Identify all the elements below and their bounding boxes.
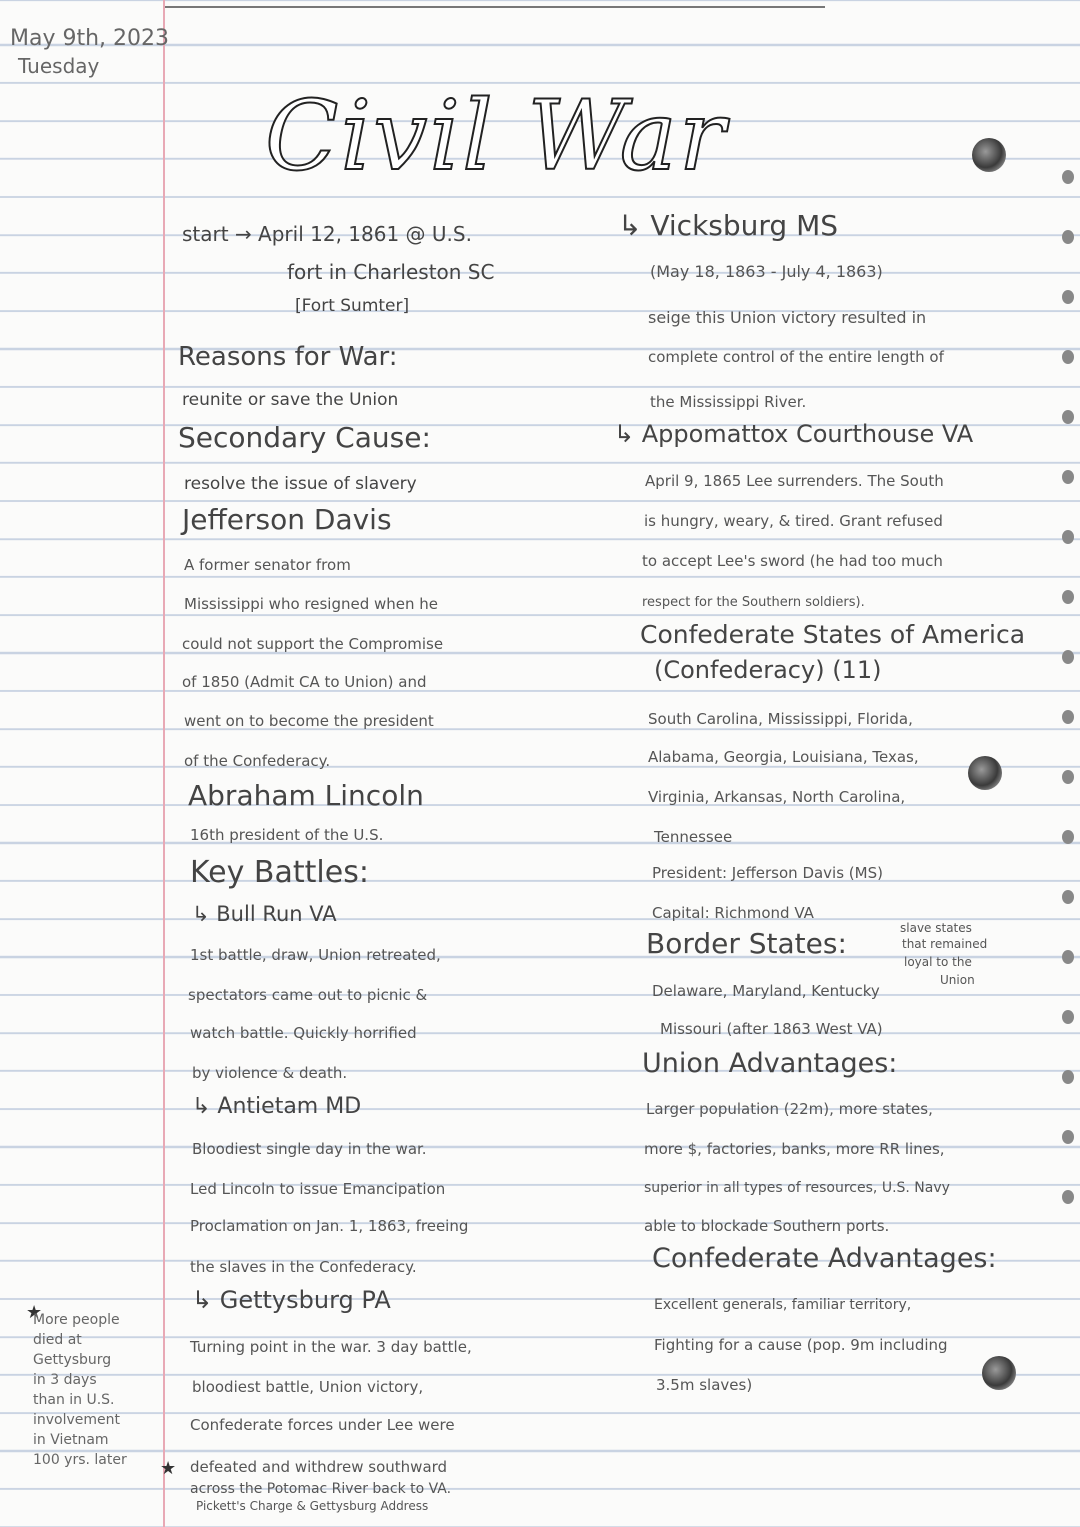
binder-punch — [1062, 290, 1074, 304]
union-line: superior in all types of resources, U.S. Navy — [644, 1180, 950, 1196]
margin-note-line: in Vietnam — [33, 1432, 109, 1448]
border-note-line: Union — [940, 973, 975, 987]
appomattox-line: April 9, 1865 Lee surrenders. The South — [645, 472, 944, 490]
appomattox-line: is hungry, weary, & tired. Grant refused — [644, 512, 943, 530]
davis-heading: Jefferson Davis — [182, 503, 392, 536]
davis-line: of the Confederacy. — [184, 752, 331, 770]
gettysburg-line: Confederate forces under Lee were — [190, 1416, 455, 1434]
border-note-line: slave states — [900, 921, 972, 935]
antietam-heading: ↳ Antietam MD — [192, 1094, 362, 1119]
binder-punch — [1062, 350, 1074, 364]
lincoln-text: 16th president of the U.S. — [190, 826, 384, 844]
border-line: Missouri (after 1863 West VA) — [660, 1020, 883, 1038]
appomattox-heading: ↳ Appomattox Courthouse VA — [614, 420, 974, 448]
lincoln-heading: Abraham Lincoln — [188, 779, 424, 812]
csa-line: South Carolina, Mississippi, Florida, — [648, 710, 913, 728]
gettysburg-line: Turning point in the war. 3 day battle, — [190, 1338, 472, 1356]
border-note-line: loyal to the — [904, 955, 972, 969]
margin-note-line: in 3 days — [33, 1372, 97, 1388]
reasons-text: reunite or save the Union — [182, 390, 399, 410]
csa-line: President: Jefferson Davis (MS) — [652, 864, 883, 882]
start-line-2: fort in Charleston SC — [287, 260, 495, 284]
davis-line: went on to become the president — [184, 712, 434, 730]
margin-note-line: More people — [33, 1312, 120, 1328]
star-icon: ★ — [160, 1458, 177, 1479]
csa-line: Alabama, Georgia, Louisiana, Texas, — [648, 748, 919, 766]
secondary-text: resolve the issue of slavery — [184, 474, 417, 494]
gettysburg-line: defeated and withdrew southward — [190, 1458, 448, 1476]
binder-punch — [1062, 170, 1074, 184]
binder-punch — [1062, 950, 1074, 964]
gettysburg-line: Pickett's Charge & Gettysburg Address — [196, 1499, 429, 1513]
day-of-week: Tuesday — [18, 54, 100, 78]
antietam-line: Led Lincoln to issue Emancipation — [190, 1180, 446, 1198]
union-line: more $, factories, banks, more RR lines, — [644, 1140, 945, 1158]
vicksburg-heading: ↳ Vicksburg MS — [618, 209, 839, 242]
vicksburg-line: the Mississippi River. — [650, 393, 807, 411]
csa-line: Virginia, Arkansas, North Carolina, — [648, 788, 906, 806]
binder-punch — [1062, 1010, 1074, 1024]
binder-punch — [1062, 530, 1074, 544]
binder-punch — [1062, 890, 1074, 904]
davis-line: Mississippi who resigned when he — [184, 595, 439, 613]
page-title: Civil War — [265, 80, 727, 192]
margin-note-line: than in U.S. — [33, 1392, 115, 1408]
binder-punch — [1062, 1070, 1074, 1084]
csa-subheading: (Confederacy) (11) — [654, 656, 882, 684]
binder-punch — [1062, 710, 1074, 724]
gettysburg-line: across the Potomac River back to VA. — [190, 1481, 452, 1497]
gettysburg-heading: ↳ Gettysburg PA — [192, 1286, 391, 1314]
star-icon: ★ — [26, 1302, 43, 1323]
csa-line: Capital: Richmond VA — [652, 904, 814, 922]
top-rule — [165, 6, 825, 8]
border-note-line: that remained — [902, 937, 988, 951]
margin-note-line: 100 yrs. later — [33, 1452, 127, 1468]
ring-hole — [972, 138, 1006, 172]
csa-line: Tennessee — [654, 828, 733, 846]
binder-punch — [1062, 470, 1074, 484]
appomattox-line: respect for the Southern soldiers). — [642, 595, 865, 610]
antietam-line: Proclamation on Jan. 1, 1863, freeing — [190, 1217, 469, 1235]
margin-note-line: died at — [33, 1332, 82, 1348]
davis-line: of 1850 (Admit CA to Union) and — [182, 673, 427, 691]
antietam-line: Bloodiest single day in the war. — [192, 1140, 427, 1158]
union-line: Larger population (22m), more states, — [646, 1100, 933, 1118]
confederate-advantages-line: 3.5m slaves) — [656, 1376, 753, 1394]
davis-line: A former senator from — [184, 556, 351, 574]
secondary-heading: Secondary Cause: — [178, 421, 431, 454]
ring-hole — [982, 1356, 1016, 1390]
gettysburg-line: bloodiest battle, Union victory, — [192, 1378, 424, 1396]
date: May 9th, 2023 — [10, 26, 170, 51]
appomattox-line: to accept Lee's sword (he had too much — [642, 552, 943, 570]
vicksburg-line: complete control of the entire length of — [648, 348, 944, 366]
confederate-advantages-heading: Confederate Advantages: — [652, 1243, 997, 1274]
bullrun-line: watch battle. Quickly horrified — [190, 1024, 417, 1042]
bullrun-line: spectators came out to picnic & — [188, 986, 428, 1004]
union-line: able to blockade Southern ports. — [644, 1217, 890, 1235]
vicksburg-line: seige this Union victory resulted in — [648, 308, 927, 327]
start-line-1: start → April 12, 1861 @ U.S. — [182, 222, 472, 246]
union-advantages-heading: Union Advantages: — [642, 1048, 898, 1079]
margin-note — [33, 1310, 159, 1470]
binder-punch — [1062, 590, 1074, 604]
vicksburg-line: (May 18, 1863 - July 4, 1863) — [650, 262, 883, 281]
bullrun-heading: ↳ Bull Run VA — [192, 902, 337, 926]
margin-line — [163, 0, 165, 1527]
davis-line: could not support the Compromise — [182, 635, 444, 653]
binder-punch — [1062, 1130, 1074, 1144]
binder-punch — [1062, 830, 1074, 844]
binder-punch — [1062, 1190, 1074, 1204]
confederate-advantages-line: Excellent generals, familiar territory, — [654, 1297, 912, 1313]
reasons-heading: Reasons for War: — [178, 342, 398, 372]
binder-punch — [1062, 650, 1074, 664]
binder-punch — [1062, 410, 1074, 424]
margin-note-line: involvement — [33, 1412, 121, 1428]
csa-heading: Confederate States of America — [640, 620, 1026, 649]
binder-punch — [1062, 230, 1074, 244]
ring-hole — [968, 756, 1002, 790]
battles-heading: Key Battles: — [190, 855, 369, 890]
antietam-line: the slaves in the Confederacy. — [190, 1258, 417, 1276]
start-line-3: [Fort Sumter] — [295, 296, 410, 316]
border-line: Delaware, Maryland, Kentucky — [652, 982, 880, 1000]
bullrun-line: by violence & death. — [192, 1064, 348, 1082]
confederate-advantages-line: Fighting for a cause (pop. 9m including — [654, 1336, 948, 1354]
bullrun-line: 1st battle, draw, Union retreated, — [190, 946, 441, 964]
binder-punch — [1062, 770, 1074, 784]
border-states-heading: Border States: — [646, 927, 847, 960]
margin-note-line: Gettysburg — [33, 1352, 112, 1368]
